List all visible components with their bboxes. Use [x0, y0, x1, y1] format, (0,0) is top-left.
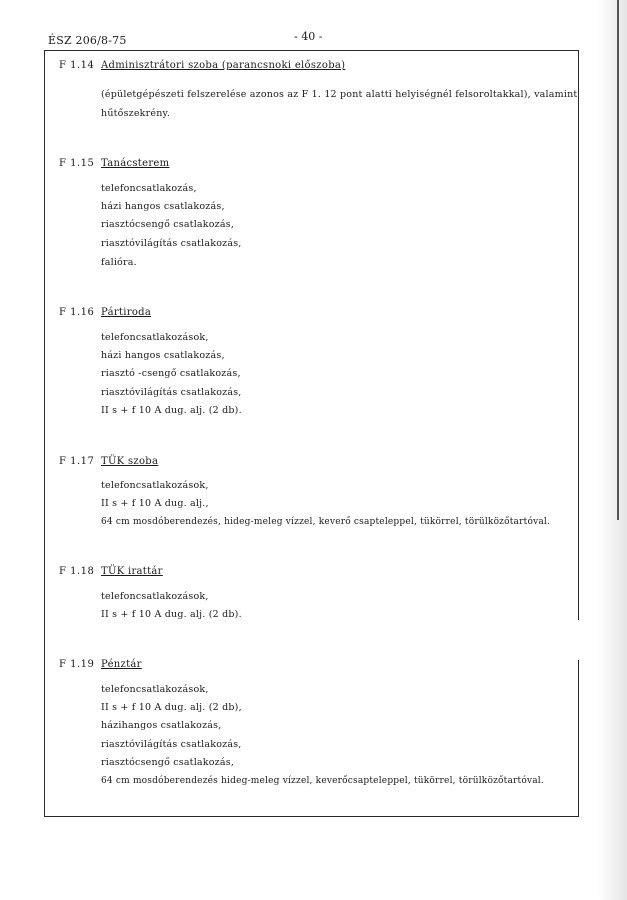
section-code: F 1.14: [59, 60, 95, 71]
section-title: Tanácsterem: [101, 158, 170, 169]
content-frame-right-border-lower: [578, 660, 579, 816]
page-number: - 40 -: [294, 30, 323, 43]
section-line: riasztóvilágítás csatlakozás,: [101, 238, 242, 249]
section-line: telefoncsatlakozások,: [101, 480, 209, 491]
section-code: F 1.18: [59, 566, 95, 577]
section-line: riasztó -csengő csatlakozás,: [101, 368, 241, 379]
page-edge-shadow: [597, 0, 627, 900]
section-line: telefoncsatlakozás,: [101, 183, 197, 194]
section-title: TÜK irattár: [101, 566, 163, 577]
section-line: telefoncsatlakozások,: [101, 591, 209, 602]
section-line: hűtőszekrény.: [101, 108, 171, 119]
section-code: F 1.15: [59, 158, 95, 169]
section-line: (épületgépészeti felszerelése azonos az F 1. 12 pont alatti helyiségnél felsoroltakkal), valamint: [101, 89, 578, 100]
section-title: Pártiroda: [101, 307, 152, 318]
section-code: F 1.19: [59, 659, 95, 670]
content-frame-right-border: [578, 50, 579, 620]
section-line: II s + f 10 A dug. alj. (2 db).: [101, 405, 242, 416]
section-line: II s + f 10 A dug. alj. (2 db).: [101, 609, 242, 620]
section-line: házi hangos csatlakozás,: [101, 201, 225, 212]
section-line: házihangos csatlakozás,: [101, 720, 222, 731]
section-line: telefoncsatlakozások,: [101, 684, 209, 695]
section-line: riasztóvilágítás csatlakozás,: [101, 387, 242, 398]
section-line: telefoncsatlakozások,: [101, 332, 209, 343]
section-code: F 1.16: [59, 307, 95, 318]
section-code: F 1.17: [59, 456, 95, 467]
page-edge-line: [617, 0, 619, 520]
section-line: falióra.: [101, 257, 137, 268]
section-line: riasztóvilágítás csatlakozás,: [101, 739, 242, 750]
section-line: 64 cm mosdóberendezés, hideg-meleg vízzel, keverő csapteleppel, tükörrel, törülközőtartóval.: [101, 517, 551, 527]
section-title: Pénztár: [101, 659, 142, 670]
section-title: TÜK szoba: [101, 456, 159, 467]
section-line: 64 cm mosdóberendezés hideg-meleg vízzel, keverőcsapteleppel, tükörrel, törülközőtartóval.: [101, 776, 544, 786]
section-line: riasztócsengő csatlakozás,: [101, 219, 235, 230]
section-title: Adminisztrátori szoba (parancsnoki előszoba): [101, 60, 346, 71]
section-line: II s + f 10 A dug. alj.,: [101, 498, 209, 509]
section-line: házi hangos csatlakozás,: [101, 350, 225, 361]
section-line: riasztócsengő csatlakozás,: [101, 757, 235, 768]
document-id: ÉSZ 206/8-75: [48, 34, 127, 47]
section-line: II s + f 10 A dug. alj. (2 db),: [101, 702, 242, 713]
